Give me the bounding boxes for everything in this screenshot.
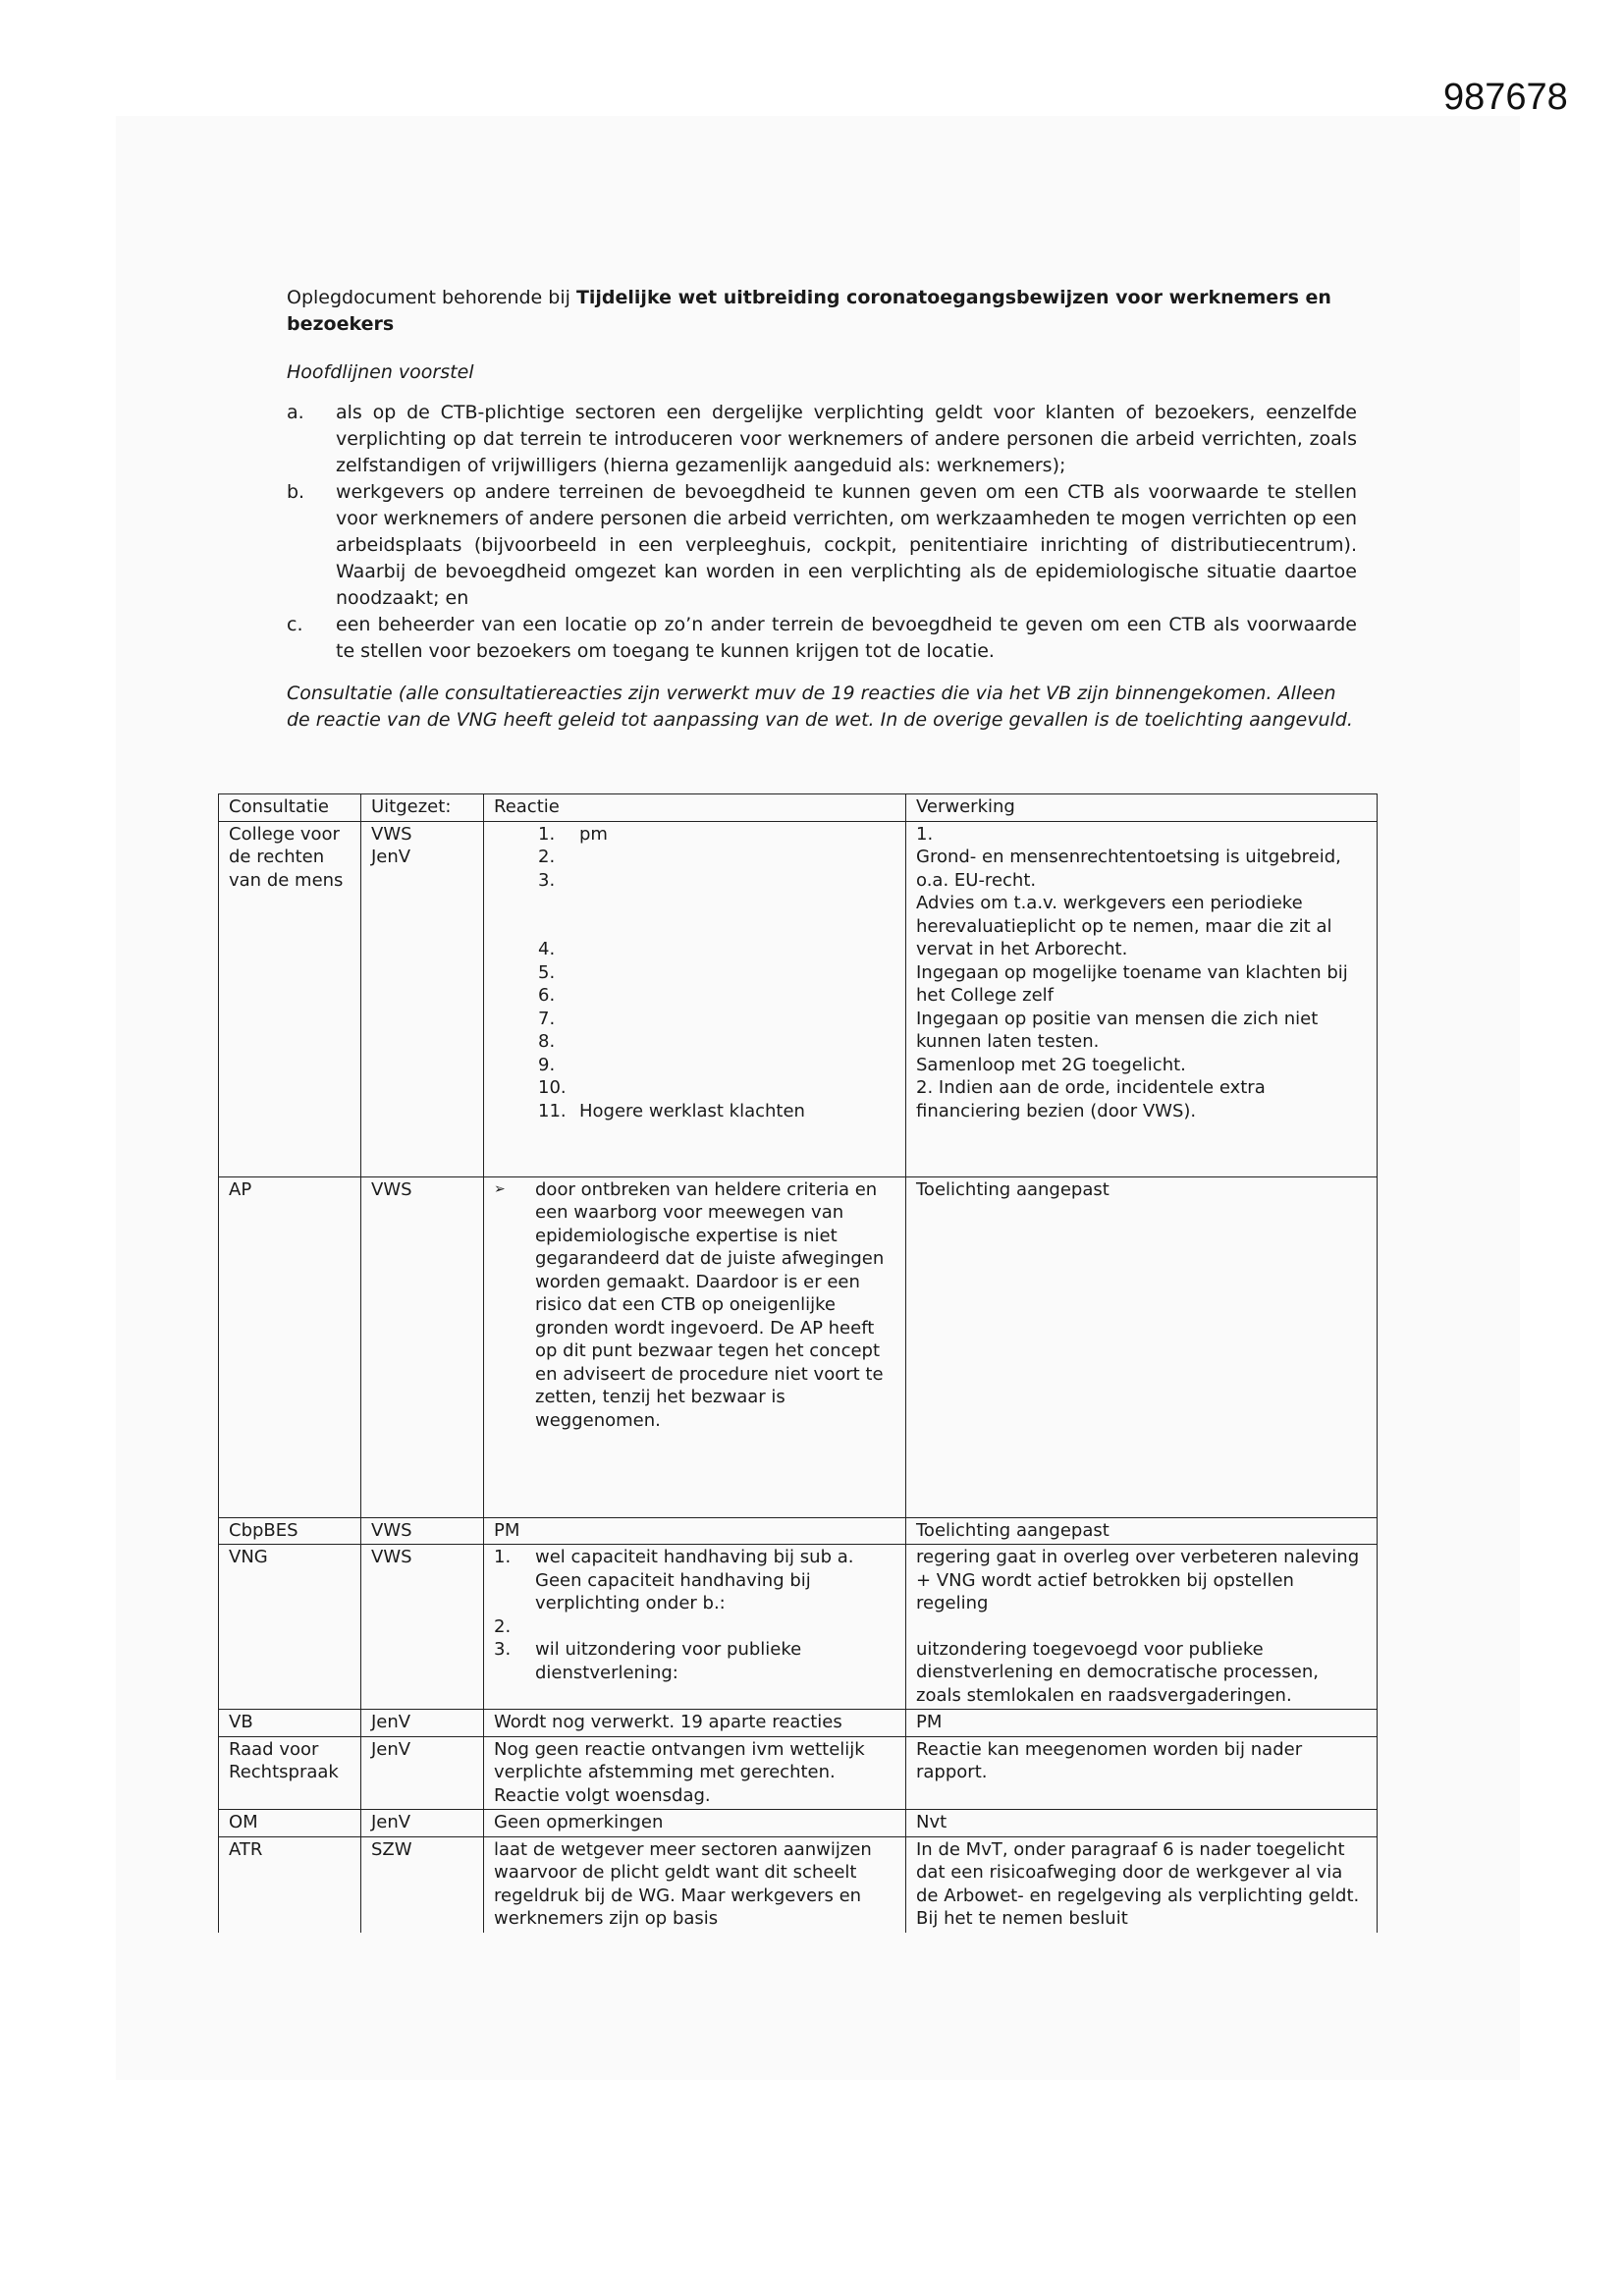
- item-number: 9.: [538, 1054, 556, 1075]
- table-row: [219, 1710, 1378, 1737]
- cell-consultatie: OM: [219, 1810, 361, 1837]
- document-body: [287, 285, 1357, 734]
- list-item: [538, 938, 895, 961]
- consultatie-note: Consultatie (alle consultatiereacties zijn verwerkt muv de 19 reacties die via het VB zijn binnengekomen. Alleen de reactie van de VNG heeft geleid tot aanpassing van de wet. In de overige gevallen is de toelichting aangevuld.: [287, 683, 1353, 731]
- cell-consultatie: AP: [219, 1176, 361, 1517]
- item-text: Hogere werklast klachten: [579, 1100, 805, 1121]
- cell-reactie: PM: [484, 1517, 906, 1545]
- item-number: 4.: [538, 939, 556, 959]
- cell-uitgezet: VWS: [361, 1176, 484, 1517]
- item-number: 3.: [538, 869, 556, 891]
- law-title: Tijdelijke wet uitbreiding coronatoegangsbewijzen voor werknemers en bezoekers: [287, 287, 1331, 335]
- table-row: [219, 1810, 1378, 1837]
- item-number: 8.: [538, 1031, 556, 1052]
- verwerking-line: Grond- en mensenrechtentoetsing is uitgebreid, o.a. EU-recht.: [916, 847, 1341, 891]
- table-row: [219, 1736, 1378, 1810]
- cell-verwerking: Reactie kan meegenomen worden bij nader rapport.: [906, 1736, 1378, 1810]
- item-number: 1.: [538, 823, 556, 845]
- cell-verwerking: Nvt: [906, 1810, 1378, 1837]
- cell-verwerking: Toelichting aangepast: [906, 1517, 1378, 1545]
- cell-uitgezet: VWS: [361, 1545, 484, 1710]
- cell-uitgezet: [361, 821, 484, 1176]
- cell-reactie: [484, 1545, 906, 1710]
- list-item: [538, 823, 895, 847]
- item-text: wel capaciteit handhaving bij sub a. Geen capaciteit handhaving bij verplichting onder b.:: [535, 1547, 854, 1613]
- table-row: [219, 1836, 1378, 1933]
- verwerking-line: Advies om t.a.v. werkgevers een periodieke herevaluatieplicht op te nemen, maar die zit al vervat in het Arborecht.: [916, 893, 1332, 959]
- item-number: 3.: [494, 1639, 512, 1660]
- cell-uitgezet: VWS: [361, 1517, 484, 1545]
- list-marker: a.: [287, 402, 304, 423]
- verwerking-line: uitzondering toegevoegd voor publieke dienstverlening en democratische processen, zoals stemlokalen en raadsvergaderingen.: [916, 1638, 1320, 1706]
- cell-verwerking: In de MvT, onder paragraaf 6 is nader toegelicht dat een risicoafweging door de werkgever al via de Arbowet- en regelgeving als verplichting geldt. Bij het te nemen besluit: [906, 1836, 1378, 1933]
- cell-consultatie: CbpBES: [219, 1517, 361, 1545]
- cell-consultatie: VB: [219, 1710, 361, 1737]
- list-item-text: een beheerder van een locatie op zo’n ander terrein de bevoegdheid te geven om een CTB als voorwaarde te stellen voor bezoekers om toegang te kunnen krijgen tot de locatie.: [336, 614, 1357, 662]
- list-item: [538, 1100, 895, 1123]
- cell-verwerking: Toelichting aangepast: [906, 1176, 1378, 1517]
- cell-uitgezet: SZW: [361, 1836, 484, 1933]
- list-item: [538, 961, 895, 985]
- item-number: 2.: [538, 847, 556, 867]
- list-item: [287, 400, 1357, 479]
- column-header-reactie: Reactie: [484, 794, 906, 822]
- cell-reactie: laat de wetgever meer sectoren aanwijzen waarvoor de plicht geldt want dit scheelt regeldruk bij de WG. Maar werkgevers en werknemers zijn op basis: [484, 1836, 906, 1933]
- item-number: 5.: [538, 961, 556, 983]
- list-marker: b.: [287, 481, 305, 503]
- list-item: [538, 1054, 895, 1077]
- cell-verwerking: [906, 821, 1378, 1176]
- table-header-row: [219, 794, 1378, 822]
- cell-reactie: Wordt nog verwerkt. 19 aparte reacties: [484, 1710, 906, 1737]
- arrow-bullet-item: [494, 1178, 895, 1433]
- consultatie-table: [218, 793, 1378, 1933]
- cell-reactie: Geen opmerkingen: [484, 1810, 906, 1837]
- numbered-item: [494, 1638, 895, 1684]
- column-header-uitgezet: Uitgezet:: [361, 794, 484, 822]
- list-item: [538, 984, 895, 1008]
- table-row: [219, 1545, 1378, 1710]
- list-item: [287, 612, 1357, 665]
- list-item-text: werkgevers op andere terreinen de bevoegdheid te kunnen geven om een CTB als voorwaarde te stellen voor werknemers of andere personen die arbeid verrichten, om werkzaamheden te mogen verrichten op een arbeidsplaats (bijvoorbeeld in een verpleeghuis, cockpit, penitentiaire inrichting of distributiecentrum). Waarbij de bevoegdheid omgezet kan worden in een verplichting als de epidemiologische situatie daartoe noodzaakt; en: [336, 481, 1357, 609]
- cell-uitgezet: JenV: [361, 1736, 484, 1810]
- cell-consultatie: ATR: [219, 1836, 361, 1933]
- list-item: [538, 1008, 895, 1031]
- arrow-bullet-icon: ➢: [494, 1180, 506, 1197]
- item-number: 11.: [538, 1100, 567, 1121]
- uitgezet-line: VWS: [371, 823, 412, 845]
- verwerking-line: regering gaat in overleg over verbeteren naleving + VNG wordt actief betrokken bij opstellen regeling: [916, 1547, 1360, 1613]
- list-item: [538, 846, 895, 869]
- cell-verwerking: [906, 1545, 1378, 1710]
- cell-reactie: [484, 821, 906, 1176]
- verwerking-line: 2. Indien aan de orde, incidentele extra financiering bezien (door VWS).: [916, 1077, 1266, 1121]
- list-item-text: als op de CTB-plichtige sectoren een dergelijke verplichting geldt voor klanten of bezoekers, eenzelfde verplichting op dat terrein te introduceren voor werknemers of andere personen die arbeid verrichten, zoals zelfstandigen of vrijwilligers (hierna gezamenlijk aangeduid als: werknemers);: [336, 402, 1357, 476]
- column-header-verwerking: Verwerking: [906, 794, 1378, 822]
- intro-paragraph: [287, 285, 1357, 338]
- item-text: door ontbreken van heldere criteria en een waarborg voor meewegen van epidemiologische expertise is niet gegarandeerd dat de juiste afwegingen worden gemaakt. Daardoor is er een risico dat een CTB op oneigenlijke gronden wordt ingevoerd. De AP heeft op dit punt bezwaar tegen het concept en adviseert de procedure niet voort te zetten, tenzij het bezwaar is weggenomen.: [535, 1178, 885, 1431]
- cell-uitgezet: JenV: [361, 1810, 484, 1837]
- cell-consultatie: College voor de rechten van de mens: [219, 821, 361, 1176]
- consultatie-table-wrap: [218, 793, 1445, 1933]
- verwerking-line: Ingegaan op positie van mensen die zich niet kunnen laten testen.: [916, 1008, 1319, 1052]
- uitgezet-line: JenV: [371, 847, 411, 867]
- list-item: [538, 869, 895, 893]
- list-gap: [538, 892, 895, 938]
- numbered-item: [494, 1546, 895, 1615]
- item-text: pm: [579, 823, 608, 845]
- document-id: 987678: [1443, 77, 1568, 118]
- item-number: 6.: [538, 985, 556, 1006]
- item-number: 7.: [538, 1008, 556, 1029]
- item-text: wil uitzondering voor publieke dienstverlening:: [535, 1639, 802, 1683]
- table-row: [219, 1176, 1378, 1517]
- list-item: [287, 479, 1357, 612]
- cell-uitgezet: JenV: [361, 1710, 484, 1737]
- cell-reactie: [484, 1176, 906, 1517]
- table-row: [219, 1517, 1378, 1545]
- verwerking-line: Ingegaan op mogelijke toename van klachten bij het College zelf: [916, 961, 1348, 1006]
- hoofdlijnen-list: [287, 400, 1357, 665]
- column-header-consultatie: Consultatie: [219, 794, 361, 822]
- verwerking-line: 1.: [916, 823, 934, 845]
- table-row: [219, 821, 1378, 1176]
- list-marker: c.: [287, 614, 303, 635]
- cell-consultatie: Raad voor Rechtspraak: [219, 1736, 361, 1810]
- numbered-item: 2.: [494, 1615, 512, 1637]
- list-item: [538, 1030, 895, 1054]
- item-number: 1.: [494, 1547, 512, 1567]
- cell-consultatie: VNG: [219, 1545, 361, 1710]
- cell-verwerking: PM: [906, 1710, 1378, 1737]
- list-item: [538, 1076, 895, 1100]
- cell-reactie: Nog geen reactie ontvangen ivm wettelijk verplichte afstemming met gerechten. Reactie volgt woensdag.: [484, 1736, 906, 1810]
- item-number: 10.: [538, 1077, 567, 1098]
- reactie-numbered-list: [494, 823, 895, 1123]
- verwerking-line: Samenloop met 2G toegelicht.: [916, 1054, 1186, 1075]
- section-heading-hoofdlijnen: Hoofdlijnen voorstel: [287, 361, 474, 383]
- intro-prefix: Oplegdocument behorende bij: [287, 287, 576, 308]
